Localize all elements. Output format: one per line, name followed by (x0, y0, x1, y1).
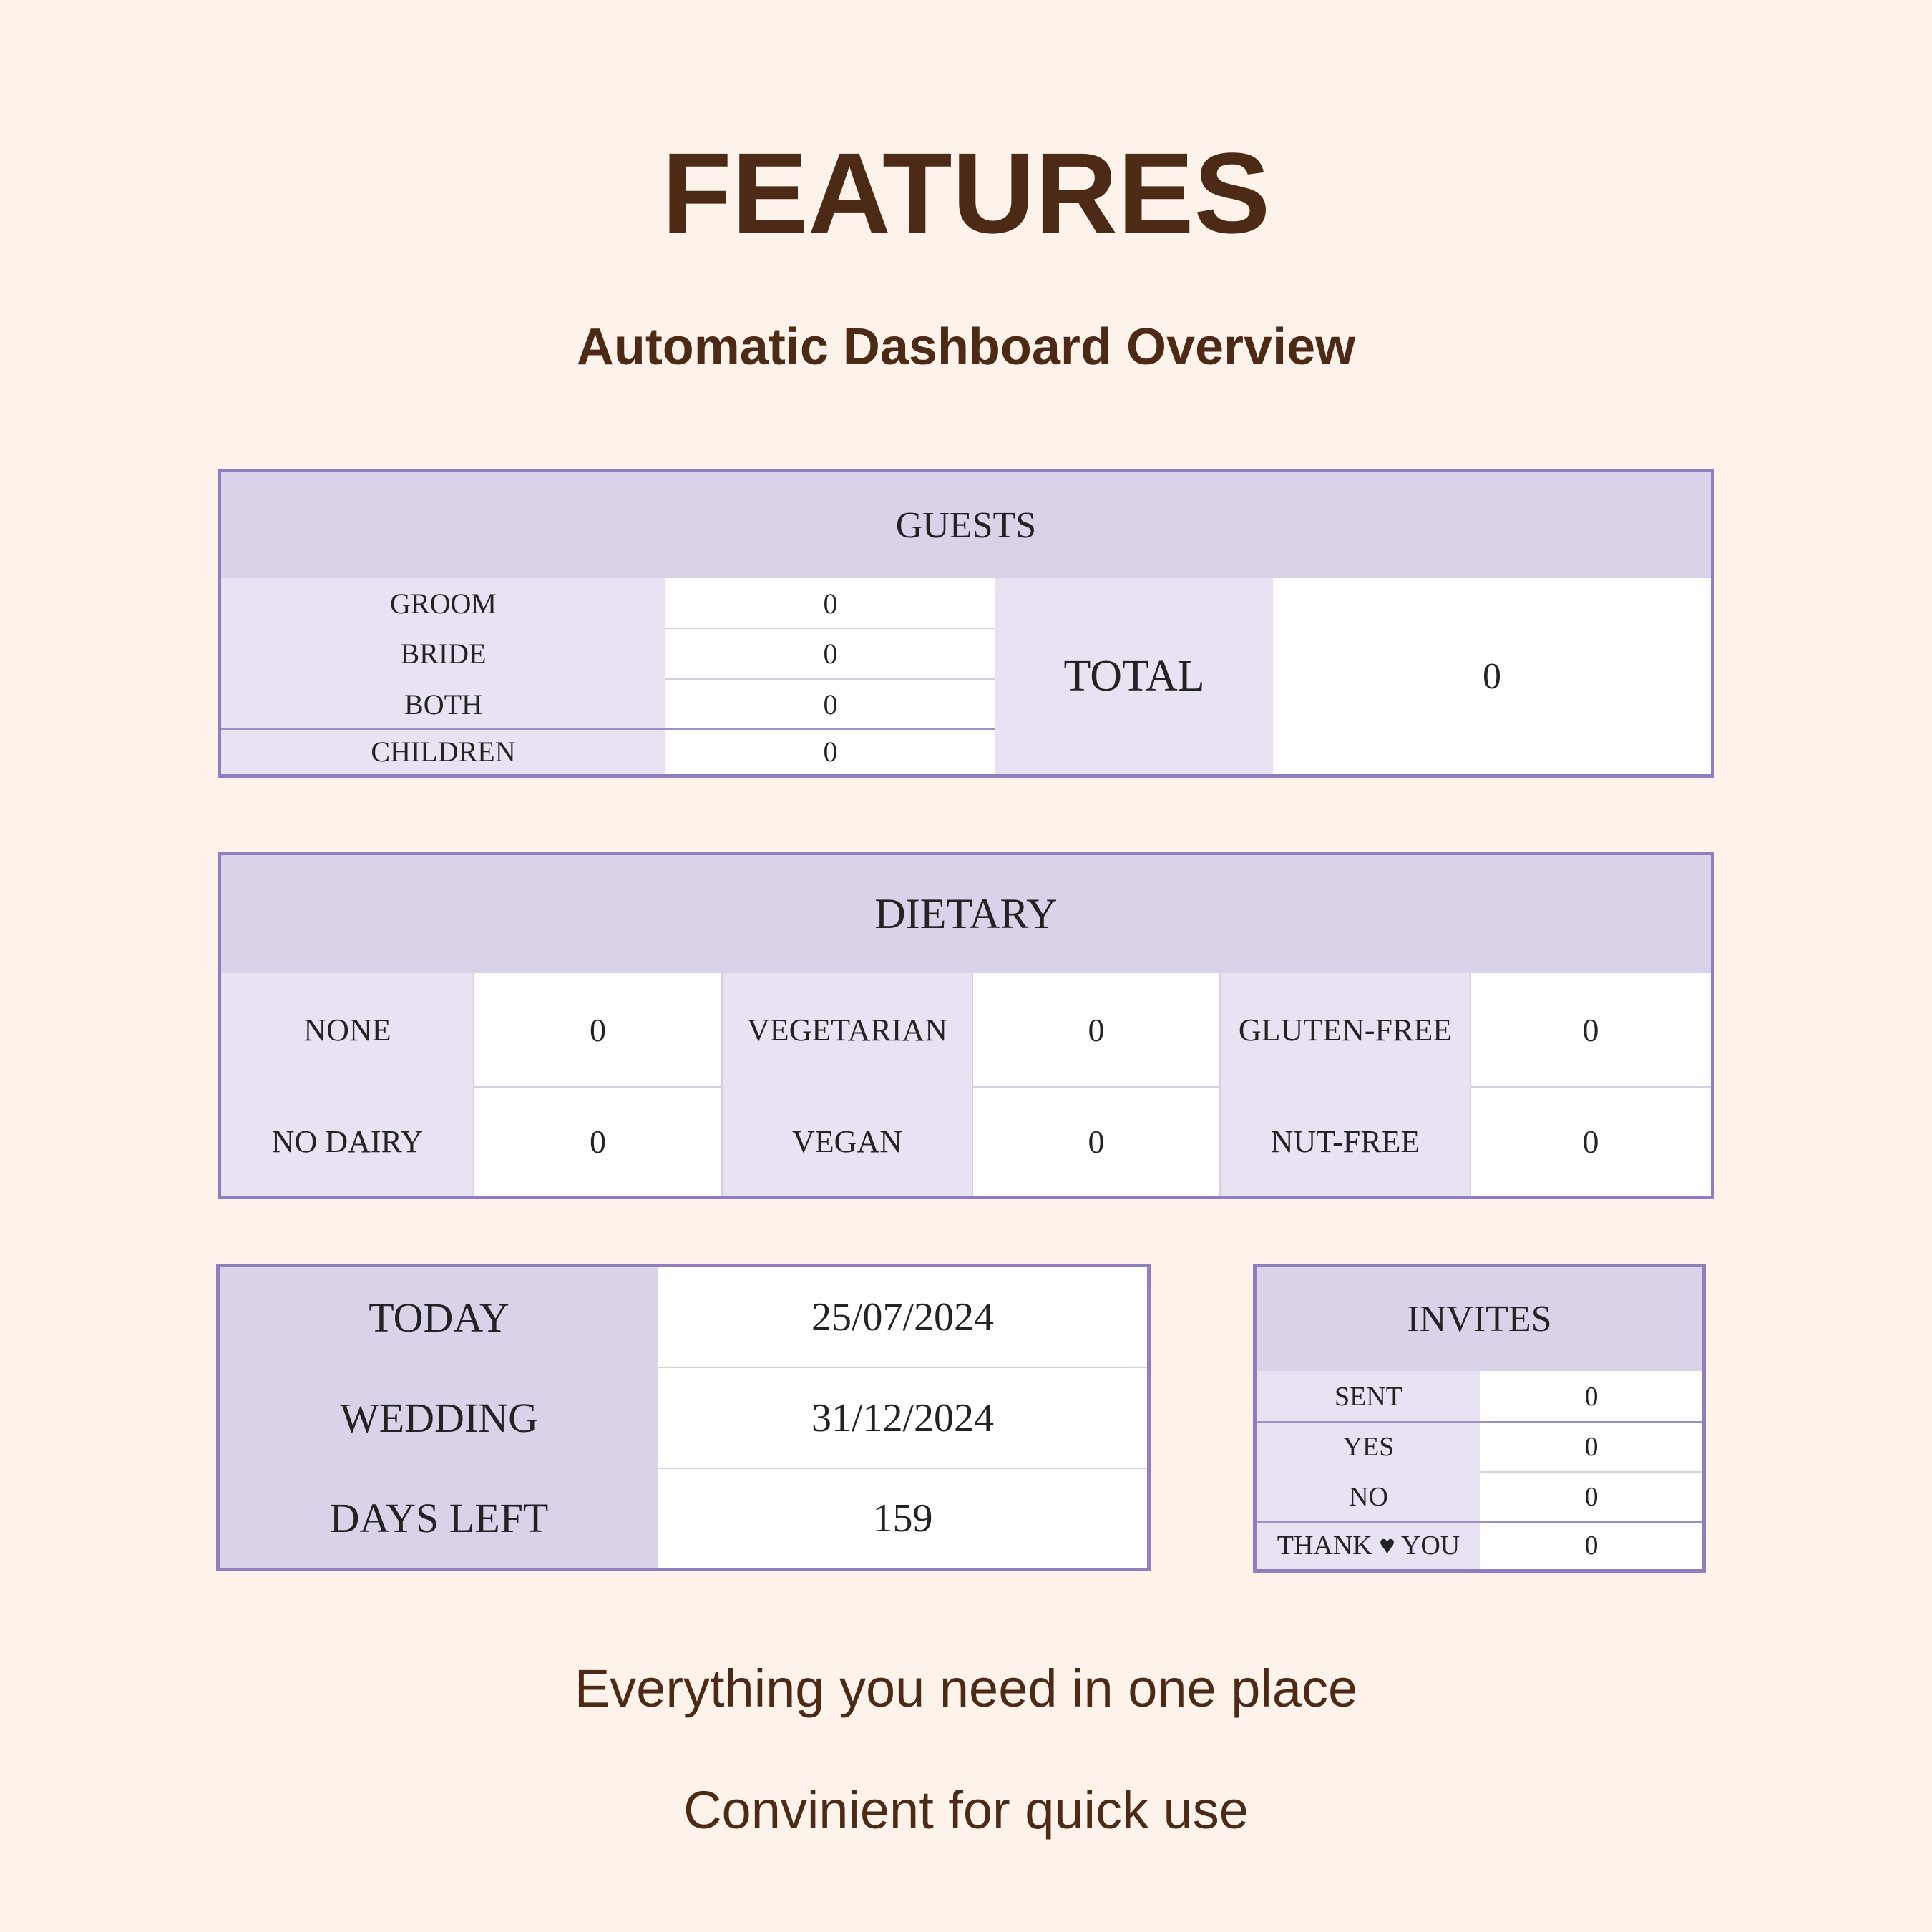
invites-panel (1253, 1264, 1706, 1573)
dietary-col-divider (473, 973, 474, 1196)
invites-value-sent[interactable]: 0 (1480, 1371, 1702, 1422)
dietary-value-nut-free[interactable]: 0 (1470, 1087, 1711, 1196)
guests-label-bride: BRIDE (221, 628, 665, 679)
dietary-label-vegetarian: VEGETARIAN (722, 973, 972, 1087)
invites-label-thank-you: THANK ♥ YOU (1257, 1522, 1480, 1569)
dietary-col-divider (1219, 973, 1221, 1196)
dietary-value-none[interactable]: 0 (474, 973, 722, 1087)
guests-value-children[interactable]: 0 (665, 729, 995, 774)
dietary-row-divider (972, 1086, 1220, 1088)
invites-value-no[interactable]: 0 (1480, 1472, 1702, 1522)
dietary-col-divider (1470, 973, 1471, 1196)
dietary-value-gluten-free[interactable]: 0 (1470, 973, 1711, 1087)
guests-row-divider (665, 628, 995, 629)
invites-row-divider (1257, 1421, 1702, 1423)
dietary-col-divider (972, 973, 973, 1196)
dietary-label-nut-free: NUT-FREE (1220, 1087, 1470, 1196)
dietary-label-gluten-free: GLUTEN-FREE (1220, 973, 1470, 1087)
guests-value-both[interactable]: 0 (665, 679, 995, 729)
dietary-row-divider (474, 1086, 722, 1088)
guests-row-divider (665, 678, 995, 680)
invites-row-divider (1257, 1521, 1702, 1523)
invites-value-thank-you[interactable]: 0 (1480, 1522, 1702, 1569)
guests-panel (218, 469, 1714, 778)
dietary-label-no-dairy: NO DAIRY (221, 1087, 474, 1196)
page-title: FEATURES (661, 129, 1271, 257)
page-subtitle: Automatic Dashboard Overview (576, 318, 1356, 376)
guests-label-groom: GROOM (221, 578, 665, 628)
invites-row-divider (1480, 1471, 1702, 1473)
date-value-wedding[interactable]: 31/12/2024 (658, 1367, 1147, 1468)
guests-total-value[interactable]: 0 (1273, 578, 1711, 774)
date-value-days-left[interactable]: 159 (658, 1468, 1147, 1568)
dietary-row-divider (1470, 1086, 1711, 1088)
guests-value-groom[interactable]: 0 (665, 578, 995, 628)
dietary-col-divider (721, 973, 723, 1196)
date-label-today: TODAY (220, 1267, 658, 1367)
dietary-value-vegan[interactable]: 0 (972, 1087, 1220, 1196)
guests-label-both: BOTH (221, 679, 665, 729)
tagline-secondary: Convinient for quick use (683, 1780, 1249, 1840)
dates-row-divider (658, 1367, 1147, 1368)
date-label-days-left: DAYS LEFT (220, 1468, 658, 1568)
invites-header: INVITES (1257, 1267, 1702, 1371)
date-label-wedding: WEDDING (220, 1367, 658, 1468)
dietary-label-vegan: VEGAN (722, 1087, 972, 1196)
invites-label-yes: YES (1257, 1422, 1480, 1472)
guests-header: GUESTS (221, 472, 1711, 578)
dietary-header: DIETARY (221, 855, 1711, 973)
invites-label-no: NO (1257, 1472, 1480, 1522)
dates-panel (216, 1264, 1151, 1571)
dietary-label-none: NONE (221, 973, 474, 1087)
invites-label-sent: SENT (1257, 1371, 1480, 1422)
dietary-value-vegetarian[interactable]: 0 (972, 973, 1220, 1087)
guests-value-bride[interactable]: 0 (665, 628, 995, 679)
dietary-value-no-dairy[interactable]: 0 (474, 1087, 722, 1196)
tagline-primary: Everything you need in one place (574, 1659, 1358, 1718)
invites-value-yes[interactable]: 0 (1480, 1422, 1702, 1472)
guests-row-divider (221, 728, 995, 730)
guests-total-label: TOTAL (995, 578, 1273, 774)
guests-label-children: CHILDREN (221, 729, 665, 774)
date-value-today[interactable]: 25/07/2024 (658, 1267, 1147, 1367)
dietary-panel (218, 852, 1714, 1199)
dates-row-divider (658, 1468, 1147, 1469)
